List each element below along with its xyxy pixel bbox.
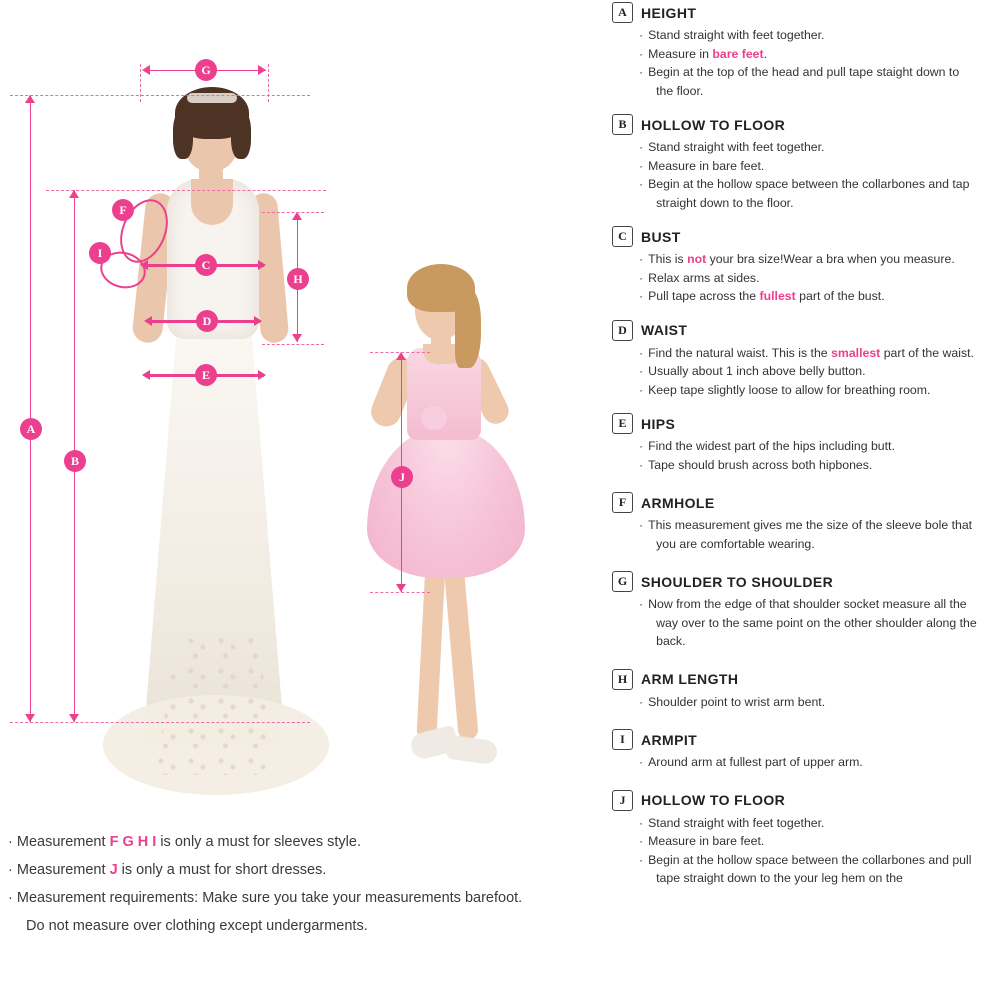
legend-key-h: H (612, 669, 633, 690)
legend-line: · Usually about 1 inch above belly button. (639, 362, 1000, 381)
legend-line (639, 194, 1000, 213)
legend-line-text: Around arm at fullest part of upper arm. (648, 755, 863, 769)
legend-line: · Stand straight with feet together. (639, 26, 1000, 45)
legend-line: · Relax arms at sides. (639, 269, 1000, 288)
legend-line (639, 82, 1000, 101)
legend-line-text: Relax arms at sides. (648, 270, 760, 285)
arrow-d-left (144, 316, 152, 326)
arrow-e-right (258, 370, 266, 380)
note-2-highlight: J (109, 862, 118, 878)
legend-line-text: Begin at the hollow space between the collarbones and tap (648, 177, 970, 191)
arrow-a-bottom (25, 714, 35, 722)
legend-line-text: Tape should brush across both hipbones. (648, 457, 873, 472)
legend-line: · Now from the edge of that shoulder socket measure all the (639, 595, 1000, 614)
legend-entry-armhole (612, 492, 1000, 553)
marker-a: A (20, 418, 42, 440)
bride-hair-right (231, 111, 251, 159)
marker-g: G (195, 59, 217, 81)
note-row-3-continuation: Do not measure over clothing except undergarments. (26, 918, 368, 934)
legend-line-text: way over to the same point on the other shoulder along the (656, 615, 977, 630)
legend-line (639, 614, 1000, 633)
legend-line-text: part of the bust. (795, 289, 885, 303)
legend-line (639, 632, 1000, 651)
guide-line-hollow (46, 190, 326, 191)
legend-line-text: back. (656, 634, 686, 648)
legend-key-d: D (612, 320, 633, 341)
legend-line-text: Keep tape slightly loose to allow for breathing room. (648, 382, 931, 397)
note-1-post: is only a must for sleeves style. (156, 834, 361, 850)
guide-line-arm-bottom (262, 344, 324, 345)
marker-h: H (287, 268, 309, 290)
legend-line-text: Now from the edge of that shoulder socket measure all the (648, 597, 967, 611)
legend-line-highlight: smallest (831, 345, 881, 360)
legend-line (639, 869, 1000, 888)
legend-line-text: you are comfortable wearing. (656, 536, 815, 551)
legend-line-text: Stand straight with feet together. (648, 140, 825, 154)
legend-line-text: part of the waist. (880, 345, 974, 360)
legend-line: · Find the natural waist. This is the smallest part of the waist. (639, 345, 974, 360)
note-row-2 (8, 856, 568, 884)
legend-line-highlight: bare feet (712, 46, 764, 61)
model-left-leg (416, 560, 445, 741)
model-right-leg (443, 559, 479, 740)
legend-line-text: Measure in bare feet. (648, 158, 765, 173)
bride-figure-illustration (95, 75, 345, 775)
arrow-g-left (142, 65, 150, 75)
legend-line: · Find the widest part of the hips including butt. (639, 437, 1000, 456)
legend-line-text: Find the widest part of the hips including butt. (648, 439, 895, 453)
note-row-3 (8, 884, 568, 912)
legend-line: · Pull tape across the fullest part of the bust. (639, 289, 885, 303)
legend-key-c: C (612, 226, 633, 247)
arrow-g-right (258, 65, 266, 75)
model-hair-side (455, 290, 481, 368)
legend-entry-hollow-to-floor (612, 114, 1000, 212)
legend-entry-height (612, 2, 1000, 100)
legend-line (639, 535, 1000, 554)
legend-entry-shoulder-to-shoulder (612, 571, 1000, 651)
legend-title-b: HOLLOW TO FLOOR (641, 116, 786, 133)
legend-line: · Begin at the hollow space between the collarbones and pull (639, 851, 1000, 870)
legend-line: · Stand straight with feet together. (639, 814, 1000, 833)
legend-key-e: E (612, 413, 633, 434)
arrow-b-bottom (69, 714, 79, 722)
note-1-pre: Measurement (16, 834, 110, 850)
marker-j: J (391, 466, 413, 488)
guide-line-floor (10, 722, 310, 723)
legend-line-text: This is (648, 252, 688, 266)
dress-flower-detail (421, 406, 447, 430)
legend-entry-arm-length (612, 669, 1000, 712)
marker-f: F (112, 199, 134, 221)
legend-title-g: SHOULDER TO SHOULDER (641, 573, 834, 590)
legend-line: · Measure in bare feet. (639, 46, 768, 61)
arrow-a-top (25, 95, 35, 103)
arrow-j-bottom (396, 584, 406, 592)
guide-line-head-top (10, 95, 310, 96)
arrow-d-right (254, 316, 262, 326)
legend-line: · Shoulder point to wrist arm bent. (639, 693, 1000, 712)
legend-title-j: HOLLOW TO FLOOR (641, 792, 786, 808)
legend-line-text: Measure in bare feet. (648, 834, 765, 848)
short-dress-skirt (367, 428, 525, 578)
legend-line: · This measurement gives me the size of the sleeve bole that (639, 516, 1000, 535)
dimension-line-a (30, 95, 31, 722)
legend-key-g: G (612, 571, 633, 592)
legend-key-f: F (612, 492, 633, 513)
legend-line-text: . (763, 46, 768, 61)
legend-entry-armpit (612, 729, 1000, 772)
legend-line-text: Usually about 1 inch above belly button. (648, 364, 866, 378)
legend-line: · Begin at the top of the head and pull tape staight down to (639, 63, 1000, 82)
marker-d: D (196, 310, 218, 332)
model-right-shoe (446, 735, 499, 766)
legend-entry-hollow-to-hem (612, 790, 1000, 888)
legend-line: · Measure in bare feet. (639, 157, 1000, 176)
arrow-c-right (258, 260, 266, 270)
legend-line: · Stand straight with feet together. (639, 138, 1000, 157)
legend-line: · This is not your bra size!Wear a bra when you measure. (639, 252, 955, 266)
legend-key-j: J (612, 790, 633, 811)
arrow-c-left (140, 260, 148, 270)
legend-title-e: HIPS (641, 415, 676, 432)
legend-line: · Begin at the hollow space between the collarbones and tap (639, 175, 1000, 194)
note-row-1 (8, 828, 568, 856)
legend-line-text: your bra size!Wear a bra when you measure. (706, 252, 955, 266)
legend-title-c: BUST (641, 228, 681, 245)
legend-line: · Keep tape slightly loose to allow for breathing room. (639, 381, 1000, 400)
arrow-j-top (396, 352, 406, 360)
legend-line-text: tape straight down to the your leg hem on the (656, 871, 903, 885)
legend-line-text: This measurement gives me the size of the sleeve bole that (648, 518, 973, 532)
note-1-highlight: F G H I (109, 834, 157, 850)
note-2-pre: Measurement (16, 862, 110, 878)
marker-i: I (89, 242, 111, 264)
legend-line: · Tape should brush across both hipbones. (639, 456, 1000, 475)
arrow-h-bottom (292, 334, 302, 342)
note-2-post: is only a must for short dresses. (117, 862, 327, 878)
legend-title-d: WAIST (641, 322, 688, 338)
legend-title-f: ARMHOLE (641, 494, 715, 511)
legend-line-text: straight down to the floor. (656, 195, 794, 210)
legend-key-b: B (612, 114, 633, 135)
legend-entry-hips (612, 413, 1000, 474)
arrow-h-top (292, 212, 302, 220)
legend-line-text: the floor. (656, 83, 704, 98)
guide-line-shoulder-left (140, 64, 141, 102)
legend-line: · Around arm at fullest part of upper arm. (639, 753, 1000, 772)
measurement-legend (612, 0, 1000, 1000)
legend-line-text: Measure in (648, 46, 713, 61)
legend-key-i: I (612, 729, 633, 750)
arrow-e-left (142, 370, 150, 380)
legend-title-a: HEIGHT (641, 4, 697, 21)
arrow-b-top (69, 190, 79, 198)
legend-line: · Measure in bare feet. (639, 832, 1000, 851)
legend-line-highlight: fullest (759, 289, 796, 303)
legend-entry-waist (612, 320, 1000, 400)
guide-line-short-bottom (370, 592, 430, 593)
marker-b: B (64, 450, 86, 472)
legend-key-a: A (612, 2, 633, 23)
legend-title-i: ARMPIT (641, 731, 698, 748)
legend-line-highlight: not (687, 252, 707, 266)
note-bullet: · (8, 890, 13, 906)
legend-line-text: Stand straight with feet together. (648, 815, 825, 830)
guide-line-shoulder-right (268, 64, 269, 102)
legend-title-h: ARM LENGTH (641, 671, 739, 687)
legend-line-text: Begin at the hollow space between the collarbones and pull (648, 852, 972, 867)
note-bullet: · (8, 862, 13, 878)
marker-e: E (195, 364, 217, 386)
measurement-notes (8, 828, 568, 940)
short-dress-figure-illustration (355, 260, 555, 800)
note-bullet: · (8, 834, 13, 850)
legend-line-text: Stand straight with feet together. (648, 28, 825, 42)
note-3-pre: Measurement requirements: Make sure you take your measurements barefoot. (16, 890, 523, 906)
legend-line-text: Find the natural waist. This is the (648, 345, 832, 360)
bride-hair-left (173, 111, 193, 159)
legend-line-text: Pull tape across the (648, 289, 760, 303)
legend-line-text: Shoulder point to wrist arm bent. (648, 694, 826, 709)
legend-entry-bust (612, 226, 1000, 306)
legend-line-text: Begin at the top of the head and pull tape staight down to (648, 65, 960, 79)
marker-c: C (195, 254, 217, 276)
